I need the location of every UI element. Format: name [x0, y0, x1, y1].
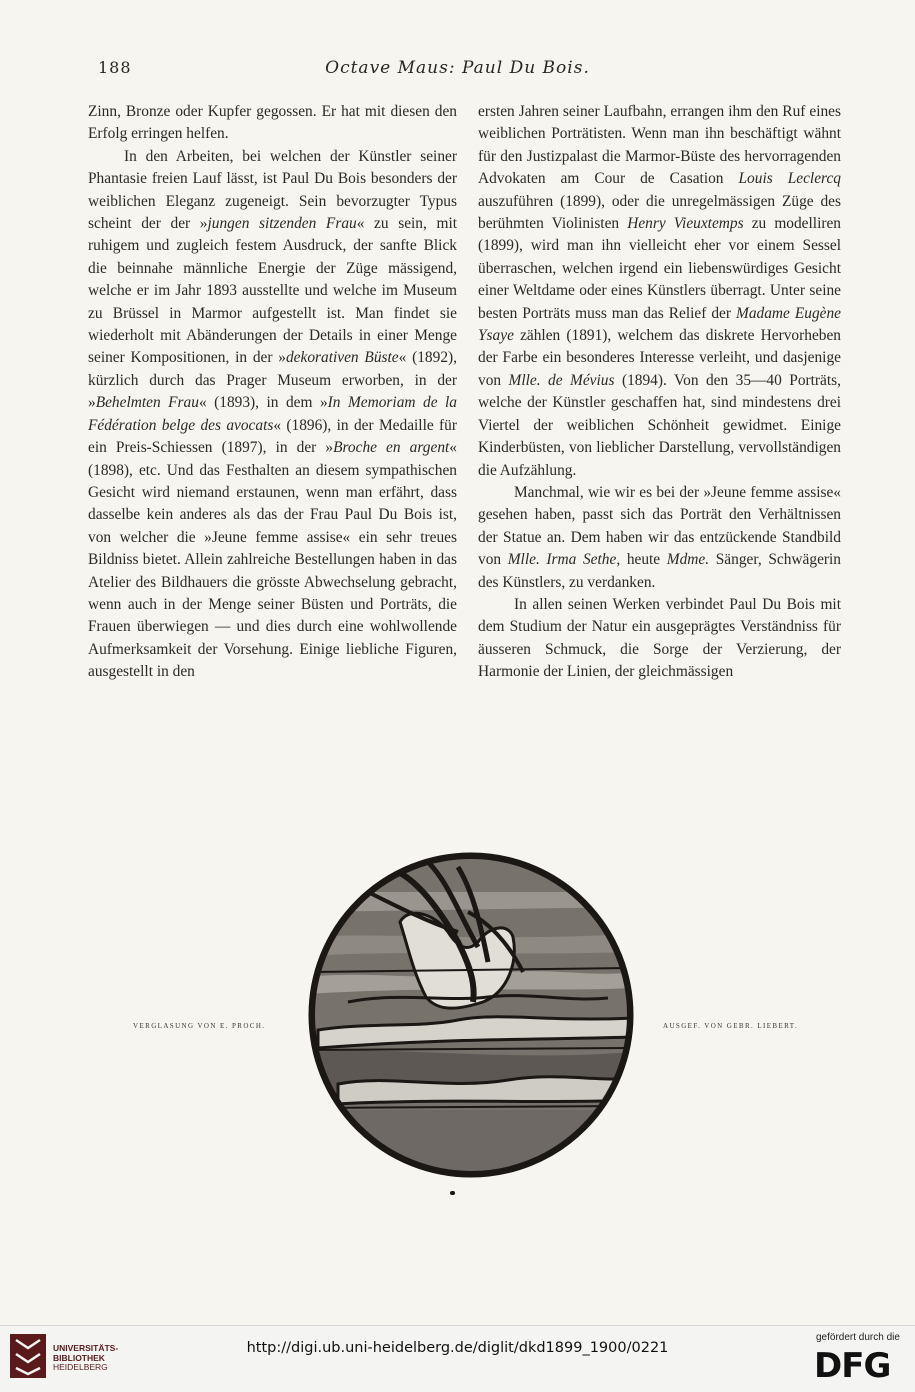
text-column-left: [88, 101, 457, 684]
dfg-logo: DFG: [814, 1346, 891, 1386]
permalink-url[interactable]: http://digi.ub.uni-heidelberg.de/diglit/dkd1899_1900/0221: [246, 1340, 669, 1356]
library-name-line-2: BIBLIOTHEK: [53, 1352, 105, 1363]
left-column-paragraph: In den Arbeiten, bei welchen der Künstler seiner Phantasie freien Lauf lässt, ist Paul Du Bois besonders der weiblichen Eleganz zugeneigt. Sein bevorzugter Typus scheint der der »jungen sitzenden Frau« zu sein, mit ruhigem und zugleich festem Ausdruck, der sanfte Blick die beinnahe männliche Energie der Züge mässigend, welche er im Jahr 1893 ausstellte und welche im Museum zu Brüssel in Marmor aufgestellt ist. Man findet sie wiederholt mit Abänderungen der Details in einer Menge seiner Kompositionen, in der »dekorativen Büste« (1892), kürzlich durch das Prager Museum erworben, in der »Behelmten Frau« (1893), in dem »In Memoriam de la Fédération belge des avocats« (1896), in der Medaille für ein Preis-Schiessen (1897), in der »Broche en argent« (1898), etc. Und das Festhalten an diesem sympathischen Gesicht wird niemand erstaunen, wenn man erfährt, dass dasselbe kein anderes als das der Frau Paul Du Bois ist, von welcher die »Jeune femme assise« ein sehr treues Bildniss bietet. Allein zahlreiche Bestellungen haben in das Atelier des Bildhauers die grösste Abwechselung gebracht, wenn auch in der Menge seiner Büsten und Porträts, die Frauen überwiegen — und dies durch eine wohlwollende Aufmerksamkeit der Vorsehung. Einige liebliche Figuren, ausgestellt in den: [88, 147, 457, 681]
right-column-paragraph: Manchmal, wie wir es bei der »Jeune femme assise« gesehen haben, passt sich das Porträt den Verhältnissen der Statue an. Dem haben wir das entzückende Standbild von Mlle. Irma Sethe, heute Mdme. Sänger, Schwägerin des Künstlers, zu verdanken.: [478, 483, 841, 591]
running-title: Octave Maus: Paul Du Bois.: [325, 58, 590, 78]
stained-glass-roundel-image: [308, 852, 634, 1178]
text-column-right: [478, 101, 841, 684]
library-name-line-1: UNIVERSITÄTS-: [53, 1343, 119, 1353]
funded-by-label: gefördert durch die: [816, 1332, 900, 1343]
figure-caption-right: AUSGEF. VON GEBR. LIEBERT.: [663, 1022, 799, 1030]
page-number: 188: [98, 58, 132, 77]
ink-dot: [450, 1191, 455, 1195]
figure-caption-left: VERGLASUNG VON E. PROCH.: [133, 1022, 266, 1030]
digitization-footer: [0, 1325, 915, 1392]
page-header: [0, 56, 915, 86]
right-column-paragraph: ersten Jahren seiner Laufbahn, errangen ihm den Ruf eines weiblichen Porträtisten. Wenn man ihn beschäftigt wähnt für den Justizpalast die Marmor-Büste des hervorragenden Advokaten am Cour de Casation Louis Leclercq auszuführen (1899), oder die unregelmässigen Züge des berühmten Violinisten Henry Vieuxtemps zu modelliren (1899), wird man ihn vielleicht eher vor einem Sessel überraschen, welchen irgend ein liebenswürdiges Gesicht einer Weltdame oder eines Künstlers überragt. Unter seine besten Porträts muss man das Relief der Madame Eugène Ysaye zählen (1891), welchem das diskrete Hervorheben der Farbe ein besonderes Interesse verleiht, und dasjenige von Mlle. de Mévius (1894). Von den 35—40 Porträts, welche der Künstler geschaffen hat, sind mindestens drei Viertel der weiblichen Schönheit gewidmet. Einige Kinderbüsten, von lieblicher Darstellung, vervollständigen die Aufzählung.: [478, 103, 842, 479]
library-name-line-3: HEIDELBERG: [53, 1362, 108, 1372]
left-column-paragraph: Zinn, Bronze oder Kupfer gegossen. Er hat mit diesen den Erfolg erringen helfen.: [88, 103, 457, 143]
right-column-paragraph: In allen seinen Werken verbindet Paul Du Bois mit dem Studium der Natur ein ausgeprägtes Verständniss für äusseren Schmuck, die Sorge der Verzierung, der Harmonie der Linien, der gleichmässigen: [478, 595, 841, 681]
